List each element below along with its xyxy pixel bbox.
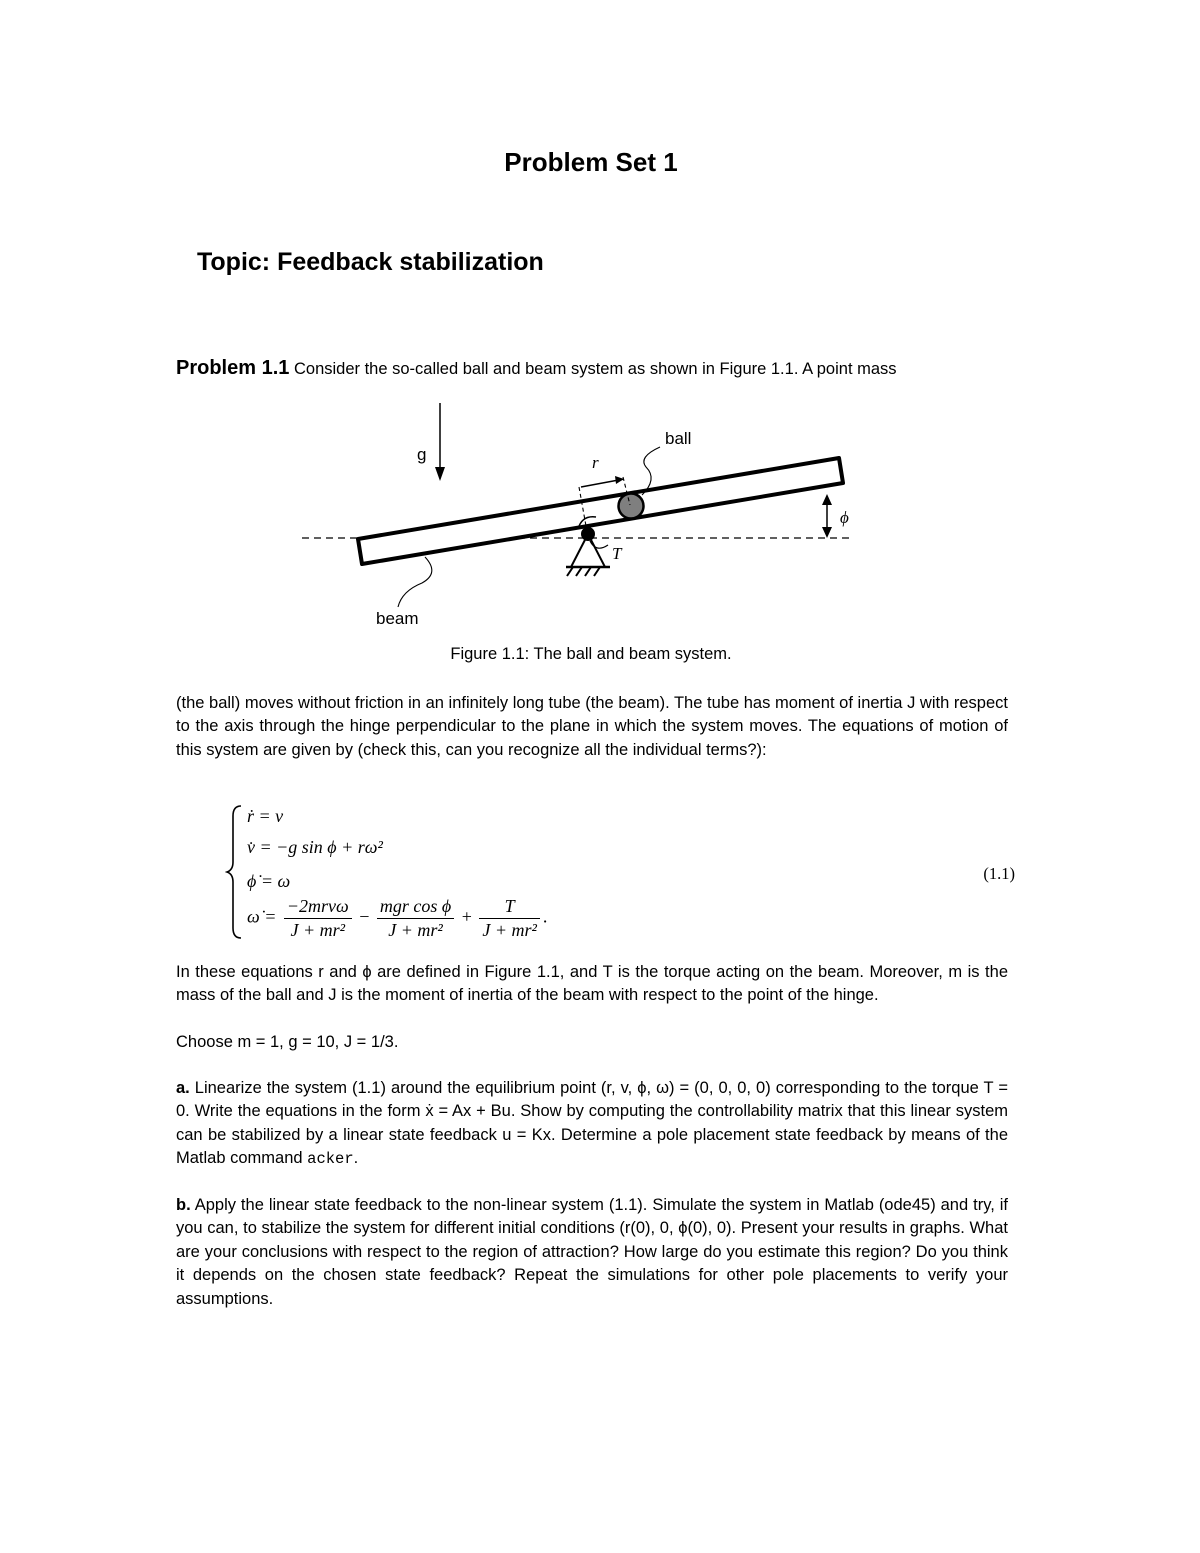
fraction-2-den: J + mr²: [388, 920, 443, 940]
beam-leader: [398, 557, 432, 607]
phi-arrowhead-down-icon: [822, 527, 832, 538]
label-ball: ball: [665, 429, 692, 448]
minus-sign: −: [359, 906, 370, 927]
figure-caption: Figure 1.1: The ball and beam system.: [450, 645, 732, 663]
problem-intro: [176, 357, 1008, 381]
label-phi: ϕ: [840, 508, 849, 527]
gravity-arrowhead-icon: [435, 467, 445, 481]
page-title: Problem Set 1: [504, 147, 678, 177]
paragraph-definitions: In these equations r and ϕ are defined in Figure 1.1, and T is the torque acting on the beam. Moreover, m is the mass of the ball and J is the moment of inertia of the beam with respect to the point of the hinge.: [176, 963, 1008, 1005]
equation-v-dot: v̇ = −g sin ϕ + rω²: [247, 837, 383, 857]
left-brace-icon: [225, 804, 245, 939]
fraction-3: [479, 896, 540, 941]
equation-period: .: [542, 906, 548, 927]
part-a-text: Linearize the system (1.1) around the equilibrium point (r, v, ϕ, ω) = (0, 0, 0, 0) corresponding to the torque T = 0. Write the equations in the form ẋ = Ax + Bu. Show by computing the controllability matrix that this linear system can be stabilized by a linear state feedback u = Kx. Determine a pole placement state feedback by means of the Matlab command: [176, 1079, 1008, 1168]
ball-and-beam-figure: [290, 395, 870, 635]
label-T: T: [612, 544, 622, 563]
phi-arrowhead-up-icon: [822, 494, 832, 505]
fraction-3-num: T: [479, 896, 540, 919]
problem-intro-text: Consider the so-called ball and beam system as shown in Figure 1.1. A point mass: [289, 360, 897, 378]
fraction-1: [284, 896, 352, 941]
equation-number: (1.1): [983, 864, 1015, 883]
paragraph-system-description: (the ball) moves without friction in an infinitely long tube (the beam). The tube has moment of inertia J with respect to the axis through the hinge perpendicular to the plane in which the system moves. The equations of motion of this system are given by (check this, can you recognize all the individual terms?):: [176, 694, 1008, 759]
fraction-1-den: J + mr²: [290, 920, 346, 940]
part-a-label: a.: [176, 1079, 190, 1097]
omega-dot-lhs: ω̇ =: [247, 906, 277, 927]
label-r: r: [592, 453, 599, 472]
part-b-label: b.: [176, 1196, 191, 1214]
part-b-text: Apply the linear state feedback to the non-linear system (1.1). Simulate the system in Matlab (ode45) and try, if you can, to stabilize the system for different initial conditions (r(0), 0, ϕ(0), 0). Present your results in graphs. What are your conclusions with respect to the region of attraction? How large do you estimate this region? Do you think it depends on the chosen state feedback? Repeat the simulations for other pole placements to verify your assumptions.: [176, 1196, 1008, 1308]
equation-r-dot: ṙ = v: [247, 806, 284, 826]
equation-system: [225, 804, 1015, 944]
equation-omega-dot: [247, 896, 547, 941]
paragraph-choose-values: Choose m = 1, g = 10, J = 1/3.: [176, 1033, 399, 1051]
fraction-2: [377, 896, 454, 941]
equation-phi-dot: ϕ̇ = ω: [247, 871, 291, 891]
fraction-3-den: J + mr²: [482, 920, 537, 940]
fraction-2-num: mgr cos ϕ: [377, 896, 454, 919]
part-b: [176, 1194, 1008, 1311]
matlab-command-acker: acker: [307, 1150, 354, 1169]
part-a: [176, 1077, 1008, 1172]
problem-label: Problem 1.1: [176, 357, 290, 379]
part-a-end: .: [353, 1149, 359, 1168]
plus-sign: +: [461, 906, 472, 927]
fraction-1-num: −2mrvω: [284, 896, 352, 919]
label-g: g: [417, 445, 427, 464]
ground-hatch-icon: [567, 567, 600, 576]
ball-icon: [619, 494, 644, 519]
topic-heading: Topic: Feedback stabilization: [197, 248, 544, 276]
label-beam: beam: [376, 609, 419, 628]
